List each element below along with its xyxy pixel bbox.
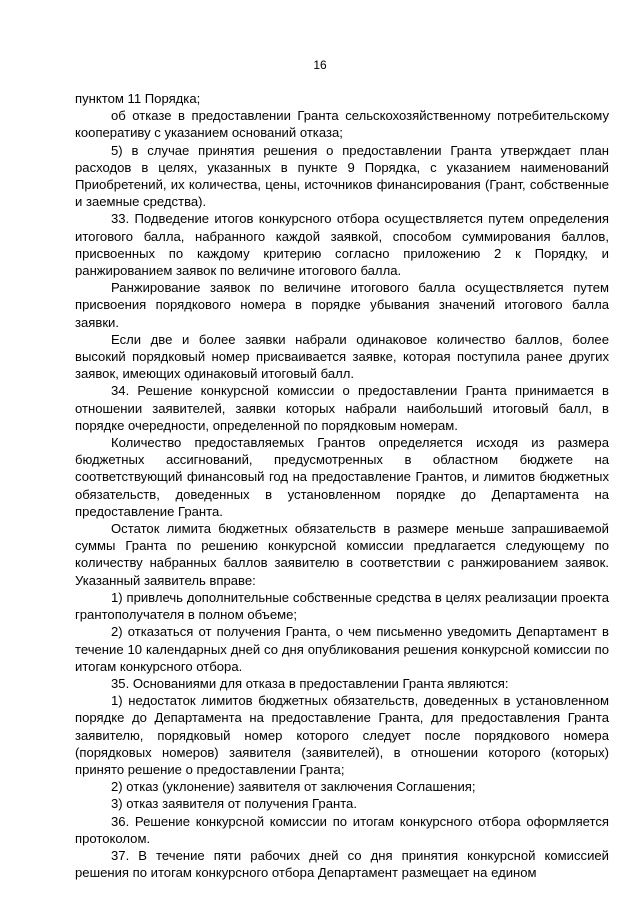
paragraph: об отказе в предоставлении Гранта сельскохозяйственному потребительскому кооперативу с указанием оснований отказа; xyxy=(75,108,609,141)
paragraph: 35. Основаниями для отказа в предоставлении Гранта являются: xyxy=(111,675,509,691)
paragraph: пунктом 11 Порядка; xyxy=(75,91,201,106)
paragraph: 33. Подведение итогов конкурсного отбора осуществляется путем определения итогового балла, набранного каждой заявкой, способом суммирования баллов, присвоенных по каждому критерию согласно приложению 2 к Порядку, и ранжированием заявок по величине итогового балла. xyxy=(75,211,609,279)
paragraph: 2) отказаться от получения Гранта, о чем письменно уведомить Департамент в течение 10 календарных дней со дня опубликования решения конкурсной комиссии по итогам конкурсного отбора. xyxy=(75,624,609,674)
paragraph: 1) недостаток лимитов бюджетных обязательств, доведенных в установленном порядке до Департамента на предоставление Гранта, для предоставления Гранта заявителю, порядковый номер которого следует после порядкового номера (порядковых номеров) заявителя (заявителей), в отношении которого (которых) принято решение о предоставлении Гранта; xyxy=(75,693,609,777)
paragraph: 37. В течение пяти рабочих дней со дня принятия конкурсной комиссией решения по итогам конкурсного отбора Департамент размещает на едином xyxy=(75,847,609,881)
paragraph: Если две и более заявки набрали одинаковое количество баллов, более высокий порядковый номер присваивается заявке, которая поступила ранее других заявок, имеющих одинаковый итоговый балл. xyxy=(75,331,609,382)
paragraph: 3) отказ заявителя от получения Гранта. xyxy=(111,796,357,812)
paragraph: Остаток лимита бюджетных обязательств в размере меньше запрашиваемой суммы Гранта по решению конкурсной комиссии предлагается следующему по количеству набранных баллов заявителю в соответствии с ранжированием заявок. Указанный заявитель вправе: xyxy=(75,521,609,588)
body-text xyxy=(75,90,609,881)
paragraph: 2) отказ (уклонение) заявителя от заключения Соглашения; xyxy=(111,779,476,795)
paragraph: 5) в случае принятия решения о предоставлении Гранта утверждает план расходов в целях, указанных в пункте 9 Порядка, с указанием наименований Приобретений, их количества, цены, источников финансирования (Грант, собственные и заемные средства). xyxy=(75,142,609,210)
paragraph: Количество предоставляемых Грантов определяется исходя из размера бюджетных ассигнований, предусмотренных в областном бюджете на соответствующий финансовый год на предоставление Грантов, и лимитов бюджетных обязательств, доведенных в установленном порядке до Департамента на предоставление Гранта. xyxy=(75,435,609,519)
paragraph: 36. Решение конкурсной комиссии по итогам конкурсного отбора оформляется протоколом. xyxy=(75,813,609,846)
page-number: 16 xyxy=(313,58,327,72)
paragraph: 1) привлечь дополнительные собственные средства в целях реализации проекта грантополучателя в полном объеме; xyxy=(75,589,609,623)
paragraph: 34. Решение конкурсной комиссии о предоставлении Гранта принимается в отношении заявителей, заявки которых набрали наибольший итоговый балл, в порядке очередности, определенной по порядковым номерам. xyxy=(75,383,609,433)
paragraph: Ранжирование заявок по величине итогового балла осуществляется путем присвоения порядкового номера в порядке убывания значений итогового балла заявки. xyxy=(75,280,609,330)
